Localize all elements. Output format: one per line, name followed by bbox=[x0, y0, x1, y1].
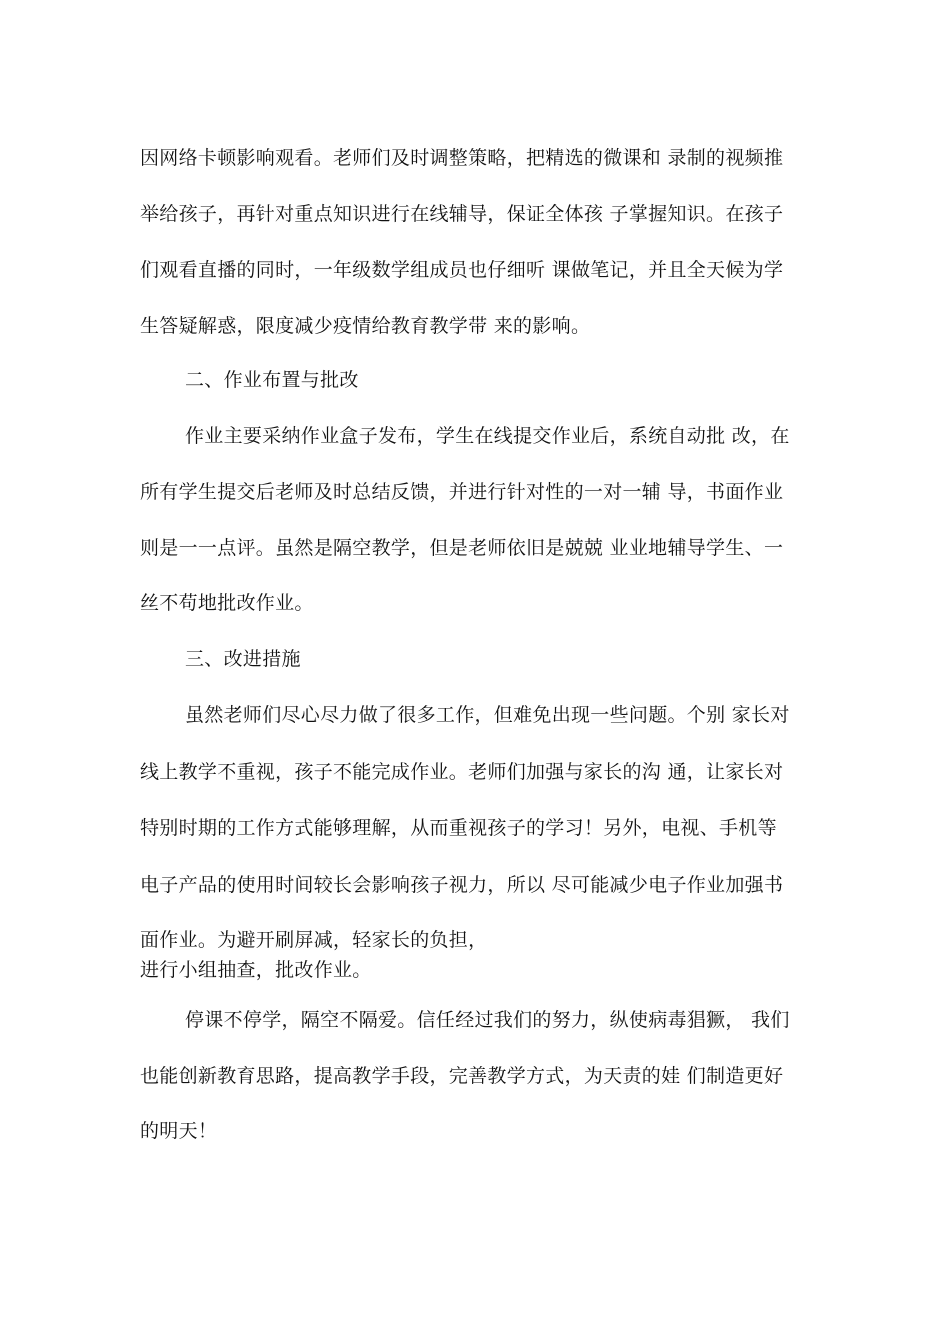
section-heading: 二、作业布置与批改 bbox=[185, 369, 359, 391]
paragraph-line: 所有学生提交后老师及时总结反馈，并进行针对性的一对一辅 导，书面作业 bbox=[140, 481, 784, 503]
paragraph-line: 们观看直播的同时，一年级数学组成员也仔细听 课做笔记，并且全天候为学 bbox=[140, 259, 784, 281]
paragraph-line: 则是一一点评。虽然是隔空教学，但是老师依旧是兢兢 业业地辅导学生、一 bbox=[140, 537, 784, 559]
paragraph-line: 生答疑解惑，限度减少疫情给教育教学带 来的影响。 bbox=[140, 315, 591, 337]
paragraph-line: 举给孩子，再针对重点知识进行在线辅导，保证全体孩 子掌握知识。在孩子 bbox=[140, 203, 784, 225]
paragraph-line: 丝不苟地批改作业。 bbox=[140, 592, 314, 614]
paragraph-line: 因网络卡顿影响观看。老师们及时调整策略，把精选的微课和 录制的视频推 bbox=[140, 147, 784, 169]
paragraph-line: 进行小组抽查，批改作业。 bbox=[140, 959, 372, 981]
paragraph-line: 面作业。为避开刷屏减，轻家长的负担， bbox=[140, 929, 488, 951]
paragraph-line: 线上教学不重视，孩子不能完成作业。老师们加强与家长的沟 通，让家长对 bbox=[140, 761, 784, 783]
paragraph-line: 停课不停学，隔空不隔爱。信任经过我们的努力，纵使病毒猖獗， 我们 bbox=[185, 1009, 790, 1031]
paragraph-line: 虽然老师们尽心尽力做了很多工作，但难免出现一些问题。个别 家长对 bbox=[185, 704, 790, 726]
section-heading: 三、改进措施 bbox=[185, 648, 301, 670]
paragraph-line: 的明天！ bbox=[140, 1120, 218, 1142]
paragraph-line: 电子产品的使用时间较长会影响孩子视力，所以 尽可能减少电子作业加强书 bbox=[140, 874, 784, 896]
paragraph-line: 也能创新教育思路，提高教学手段，完善教学方式，为天责的娃 们制造更好 bbox=[140, 1065, 784, 1087]
paragraph-line: 特别时期的工作方式能够理解，从而重视孩子的学习！另外，电视、手机等 bbox=[140, 817, 777, 839]
paragraph-line: 作业主要采纳作业盒子发布，学生在线提交作业后，系统自动批 改，在 bbox=[185, 425, 790, 447]
